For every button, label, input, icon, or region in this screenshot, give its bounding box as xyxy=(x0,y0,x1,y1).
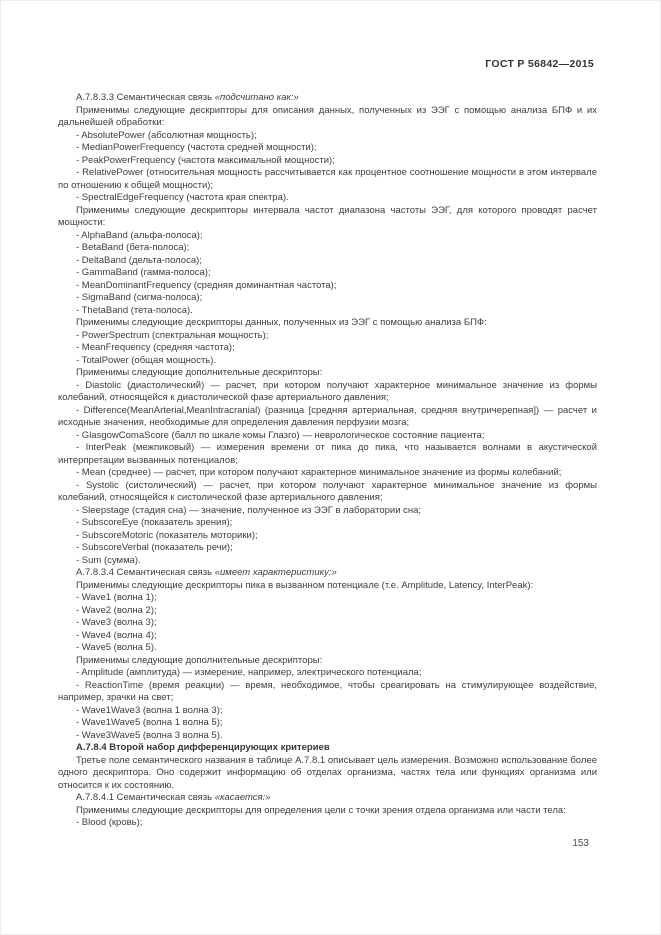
list-item: - Wave3Wave5 (волна 3 волна 5). xyxy=(76,729,223,741)
list-item: - ReactionTime (время реакции) — время, необходимое, чтобы среагировать на стимулирующее воздействие, например, зрачки на свет; xyxy=(58,679,597,703)
list-item: - MeanFrequency (средняя частота); xyxy=(76,342,235,353)
document-body xyxy=(58,92,597,830)
list-item: - Mean (среднее) — расчет, при котором получают характерное минимальное значение из формы колебаний; xyxy=(76,467,562,478)
list-item: - Sleepstage (стадия сна) — значение, полученное из ЭЭГ в лаборатории сна; xyxy=(76,504,422,516)
list-item: - ThetaBand (тета-полоса). xyxy=(76,304,193,316)
list-item: - MeanDominantFrequency (средняя доминантная частота); xyxy=(76,279,337,291)
list-item: - AlphaBand (альфа-полоса); xyxy=(76,229,203,241)
paragraph: Третье поле семантического названия в таблице А.7.8.1 описывает цель измерения. Возможно использование более одного дескриптора. Оно содержит информацию об отделах организма, частях тела или функциях организма или относится к их состоянию. xyxy=(58,754,597,791)
paragraph: Применимы следующие дескрипторы интервала частот диапазона частоты ЭЭГ, для которого проводят расчет мощности: xyxy=(58,204,597,228)
list-item: - SubscoreVerbal (показатель речи); xyxy=(76,542,233,553)
list-item: - GlasgowComaScore (балл по шкале комы Глазго) — неврологическое состояние пациента; xyxy=(76,429,485,441)
list-item: - Wave2 (волна 2); xyxy=(76,604,157,616)
list-item: - Wave1Wave3 (волна 1 волна 3); xyxy=(76,704,223,716)
list-item: - DeltaBand (дельта-полоса); xyxy=(76,254,202,266)
paragraph: Применимы следующие дескрипторы для описания данных, полученных из ЭЭГ с помощью анализа БПФ и их дальнейшей обработки: xyxy=(58,104,597,128)
paragraph: Применимы следующие дескрипторы для определения цели с точки зрения отдела организма или части тела: xyxy=(76,804,566,816)
list-item: - Diastolic (диастолический) — расчет, при котором получают характерное минимальное значение из формы колебаний, относящейся к диастолической фазе артериального давления; xyxy=(58,379,597,403)
paragraph: Применимы следующие дескрипторы данных, полученных из ЭЭГ с помощью анализа БПФ: xyxy=(76,317,487,328)
standard-number: ГОСТ Р 56842—2015 xyxy=(485,58,594,70)
list-item: - BetaBand (бета-полоса); xyxy=(76,242,190,253)
list-item: - SubscoreMotoric (показатель моторики); xyxy=(76,529,258,541)
section-heading: А.7.8.3.4 Семантическая связь «имеет характеристику:» xyxy=(76,567,337,578)
list-item: - Wave3 (волна 3); xyxy=(76,617,157,628)
list-item: - SubscoreEye (показатель зрения); xyxy=(76,517,233,528)
list-item: - TotalPower (общая мощность). xyxy=(76,354,217,366)
section-heading: А.7.8.4.1 Семантическая связь «касается:» xyxy=(76,792,271,803)
list-item: - Amplitude (амплитуда) — измерение, например, электрического потенциала; xyxy=(76,667,422,678)
paragraph: Применимы следующие дополнительные дескрипторы: xyxy=(76,654,323,666)
list-item: - MedianPowerFrequency (частота средней мощности); xyxy=(76,142,317,153)
list-item: - Wave1Wave5 (волна 1 волна 5); xyxy=(76,717,223,728)
paragraph: Применимы следующие дескрипторы пика в вызванном потенциале (т.е. Amplitude, Latency, InterPeak): xyxy=(76,579,534,591)
list-item: - SpectralEdgeFrequency (частота края спектра). xyxy=(76,192,289,203)
list-item: - RelativePower (относительная мощность рассчитывается как процентное соотношение мощности в этом интервале по отношению к общей мощности); xyxy=(58,167,597,191)
list-item: - Wave5 (волна 5). xyxy=(76,642,157,653)
list-item: - PowerSpectrum (спектральная мощность); xyxy=(76,329,269,341)
list-item: - Blood (кровь); xyxy=(76,817,143,828)
list-item: - PeakPowerFrequency (частота максимальной мощности); xyxy=(76,154,335,166)
list-item: - Sum (сумма). xyxy=(76,554,141,566)
list-item: - AbsolutePower (абсолютная мощность); xyxy=(76,129,257,141)
page-number: 153 xyxy=(572,838,589,849)
list-item: - Systolic (систолический) — расчет, при котором получают характерное минимальное значение из формы колебаний, относящейся к систолической фазе артериального давления; xyxy=(58,479,597,503)
paragraph: Применимы следующие дополнительные дескрипторы: xyxy=(76,367,323,378)
list-item: - Wave1 (волна 1); xyxy=(76,592,157,603)
list-item: - InterPeak (межпиковый) — измерения времени от пика до пика, что называется волнами в акустической интерпретации вызванных потенциалов; xyxy=(58,442,597,466)
list-item: - Difference(MeanArterial,MeanIntracranial) (разница [средняя артериальная, средняя внутричерепная]) — расчет и исходные значения, необходимые для определения давления перфузии мозга; xyxy=(58,404,597,428)
list-item: - SigmaBand (сигма-полоса); xyxy=(76,292,203,303)
list-item: - Wave4 (волна 4); xyxy=(76,629,157,641)
section-heading: А.7.8.4 Второй набор дифференцирующих критериев xyxy=(76,742,330,753)
section-heading: А.7.8.3.3 Семантическая связь «подсчитано как:» xyxy=(76,92,299,103)
list-item: - GammaBand (гамма-полоса); xyxy=(76,267,211,278)
